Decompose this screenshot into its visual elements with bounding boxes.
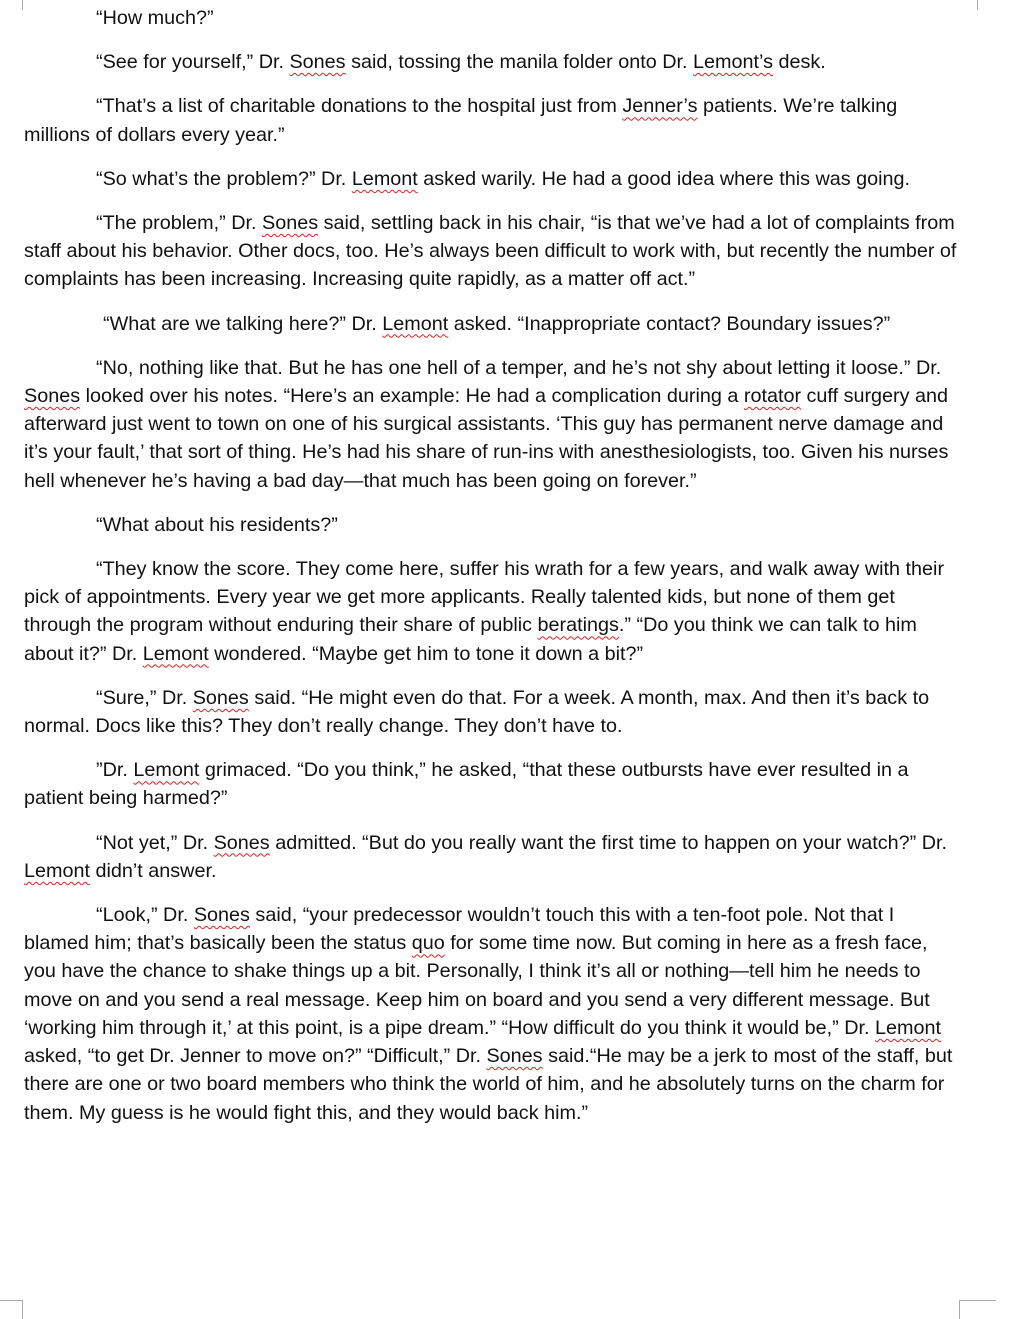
misspelled-word: Lemont	[351, 167, 418, 190]
misspelled-word: Lemont	[24, 859, 90, 882]
text-run: said, tossing the manila folder onto Dr.	[345, 51, 694, 74]
misspelled-word: Sones	[193, 904, 250, 927]
text-run: “The problem,” Dr.	[96, 212, 262, 235]
text-run: .” “Do you think we can talk to him about it?” Dr.	[24, 614, 917, 665]
text-run: ”Dr.	[96, 759, 134, 782]
paragraph	[24, 354, 964, 495]
misspelled-word: Jenner’s	[622, 95, 698, 118]
misspelled-word: rotator	[743, 385, 802, 408]
paragraph	[24, 48, 964, 76]
text-run: grimaced. “Do you think,” he asked, “that these outbursts have ever resulted in a patient being harmed?”	[24, 759, 909, 810]
misspelled-word: Lemont	[133, 759, 200, 782]
document-body[interactable]	[24, 4, 964, 1127]
text-run: said, “your predecessor wouldn’t touch this with a ten-foot pole. Not that I blamed him; that’s basically been the status	[24, 904, 895, 955]
paragraph	[24, 901, 964, 1127]
text-run: “What are we talking here?” Dr.	[103, 312, 383, 335]
text-run: asked, “to get Dr. Jenner to move on?” “Difficult,” Dr.	[24, 1045, 487, 1068]
text-run: didn’t answer.	[89, 859, 217, 882]
text-run: wondered. “Maybe get him to tone it down a bit?”	[208, 642, 644, 665]
text-run: for some time now. But coming in here as a fresh face, you have the chance to shake things up a bit. Personally, I think it’s all or nothing—tell him he needs to move on and you send a real message. Keep him on board and you send a very different message. But ‘working him through it,’ at this point, is a pipe dream.” “How difficult do you think it would be,” Dr.	[24, 932, 930, 1039]
paragraph	[24, 310, 964, 338]
misspelled-word: quo	[411, 932, 445, 955]
misspelled-word: Lemont	[382, 312, 449, 335]
paragraph	[24, 684, 964, 740]
paragraph	[24, 555, 964, 668]
text-run: said. “He might even do that. For a week. A month, max. And then it’s back to normal. Docs like this? They don’t really change. They don’t have to.	[24, 686, 930, 738]
text-run: “Not yet,” Dr.	[96, 831, 214, 854]
text-run: “Sure,” Dr.	[96, 686, 193, 709]
text-run: said, settling back in his chair, “is that we’ve had a lot of complaints from staff about his behavior. Other docs, too. He’s always been difficult to work with, but recently the number of complaints has been increasing. Increasing quite rapidly, as a matter off act.”	[24, 212, 957, 291]
text-run: “No, nothing like that. But he has one hell of a temper, and he’s not shy about letting it loose.” Dr.	[96, 356, 942, 379]
misspelled-word: Sones	[192, 686, 249, 709]
paragraph	[24, 511, 964, 539]
misspelled-word: Lemont’s	[693, 51, 773, 74]
misspelled-word: Sones	[262, 212, 319, 235]
text-run: patients. We’re talking millions of dollars every year.”	[24, 95, 898, 146]
text-run: asked warily. He had a good idea where this was going.	[417, 167, 911, 190]
text-run: said.“He may be a jerk to most of the staff, but there are one or two board members who think the world of him, and he absolutely turns on the charm for them. My guess is he would fight this, and they would back him.”	[24, 1045, 953, 1124]
misspelled-word: Sones	[289, 51, 346, 74]
text-run: “How much?”	[96, 7, 214, 29]
crop-mark-bottom-right	[959, 1300, 996, 1319]
text-run: admitted. “But do you really want the first time to happen on your watch?” Dr.	[269, 831, 947, 854]
paragraph	[24, 4, 964, 32]
crop-mark-bottom-left	[0, 1300, 23, 1319]
crop-mark-top-left	[0, 0, 23, 10]
text-run: “Look,” Dr.	[96, 904, 194, 927]
misspelled-word: Lemont	[874, 1016, 941, 1039]
misspelled-word: Sones	[24, 385, 81, 408]
text-run: “So what’s the problem?” Dr.	[96, 167, 352, 190]
misspelled-word: beratings	[537, 614, 619, 637]
paragraph	[24, 209, 964, 294]
paragraph	[24, 756, 964, 812]
text-run: desk.	[772, 51, 826, 74]
text-run: looked over his notes. “Here’s an example: He had a complication during a	[80, 385, 744, 408]
misspelled-word: Sones	[486, 1045, 543, 1068]
text-run: “See for yourself,” Dr.	[96, 51, 290, 74]
text-run: “That’s a list of charitable donations to the hospital just from	[96, 95, 623, 118]
paragraph	[24, 92, 964, 148]
misspelled-word: Lemont	[142, 642, 209, 665]
text-run: cuff surgery and afterward just went to town on one of his surgical assistants. ‘This guy has permanent nerve damage and it’s your fault,’ that sort of thing. He’s had his share of run-ins with anesthesiologists, too. Given his nurses hell whenever he’s having a bad day—that much has been going on forever.”	[24, 385, 949, 492]
text-run: “They know the score. They come here, suffer his wrath for a few years, and walk away with their pick of appointments. Every year we get more applicants. Really talented kids, but none of them get through the program without enduring their share of public	[24, 558, 945, 637]
text-run: “What about his residents?”	[96, 513, 338, 536]
paragraph	[24, 165, 964, 193]
misspelled-word: Sones	[213, 831, 270, 854]
crop-mark-top-right	[977, 0, 1014, 10]
paragraph	[24, 829, 964, 885]
text-run: asked. “Inappropriate contact? Boundary issues?”	[448, 312, 891, 335]
